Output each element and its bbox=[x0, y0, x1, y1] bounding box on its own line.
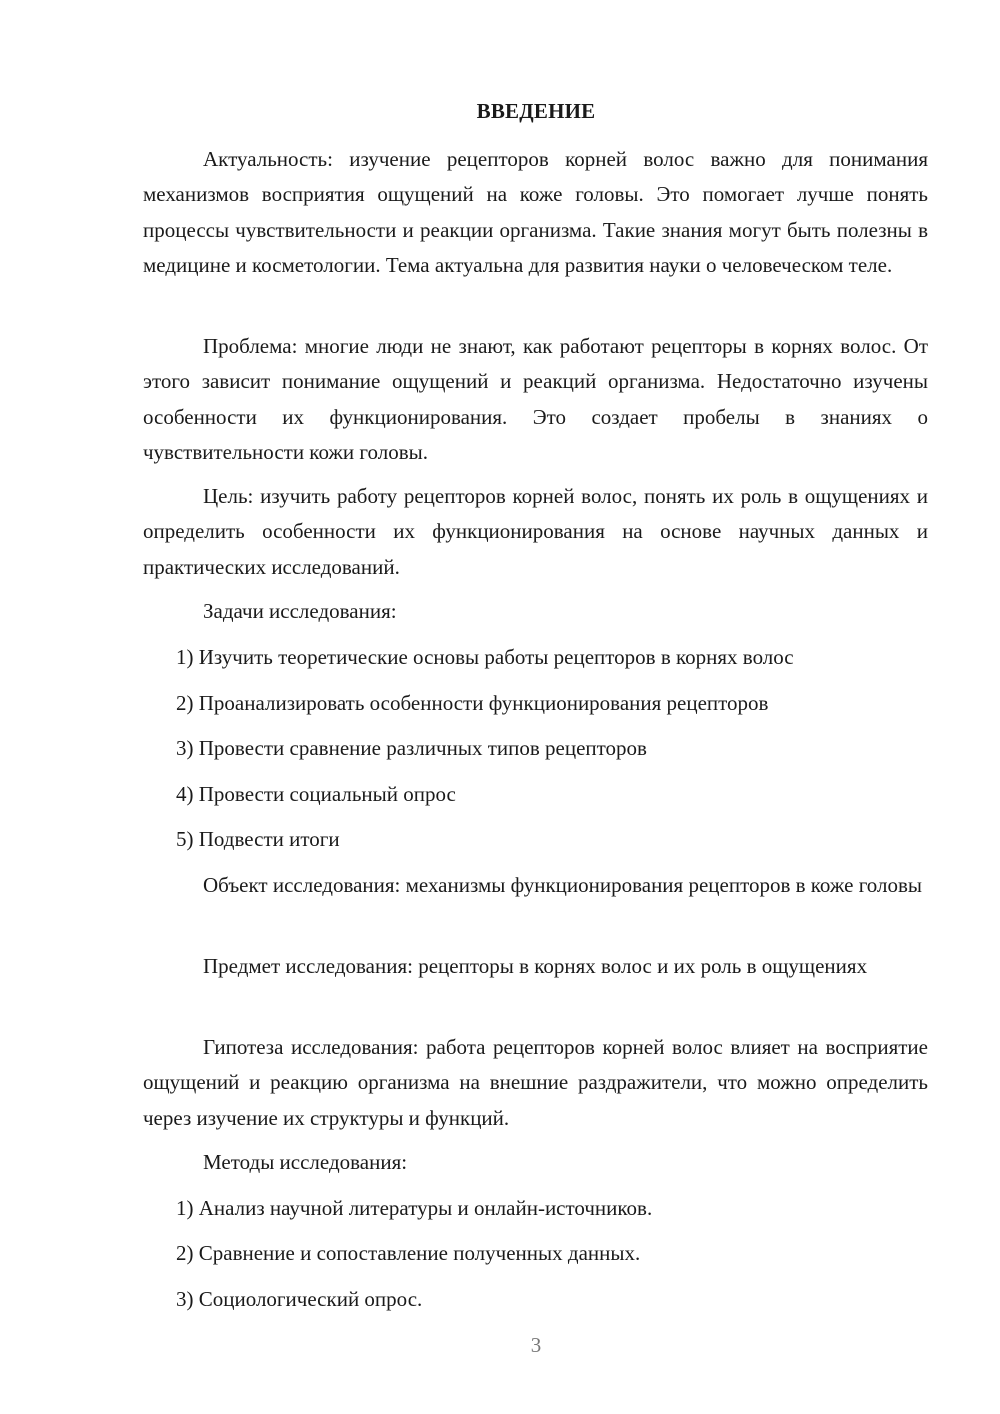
method-item: 3) Социологический опрос. bbox=[176, 1287, 423, 1311]
subject-paragraph: Предмет исследования: рецепторы в корнях волос и их роль в ощущениях bbox=[203, 954, 868, 978]
tasks-heading: Задачи исследования: bbox=[203, 599, 397, 623]
method-item: 2) Сравнение и сопоставление полученных данных. bbox=[176, 1241, 641, 1265]
object-paragraph: Объект исследования: механизмы функционирования рецепторов в коже головы bbox=[203, 873, 923, 897]
problem-paragraph: Проблема: многие люди не знают, как работают рецепторы в корнях волос. От этого зависит понимание ощущений и реакций организма. Недостаточно изучены особенности их функционирования. Это создает пробелы в знаниях о чувствительности кожи головы. bbox=[143, 334, 928, 465]
task-item: 4) Провести социальный опрос bbox=[176, 782, 456, 806]
methods-heading: Методы исследования: bbox=[203, 1150, 408, 1174]
task-item: 3) Провести сравнение различных типов рецепторов bbox=[176, 736, 647, 760]
section-title: ВВЕДЕНИЕ bbox=[476, 99, 596, 123]
hypothesis-paragraph: Гипотеза исследования: работа рецепторов корней волос влияет на восприятие ощущений и реакцию организма на внешние раздражители, что можно определить через изучение их структуры и функций. bbox=[143, 1035, 928, 1130]
task-item: 5) Подвести итоги bbox=[176, 827, 340, 851]
goal-paragraph: Цель: изучить работу рецепторов корней волос, понять их роль в ощущениях и определить особенности их функционирования на основе научных данных и практических исследований. bbox=[143, 484, 928, 579]
method-item: 1) Анализ научной литературы и онлайн-источников. bbox=[176, 1196, 653, 1220]
task-item: 2) Проанализировать особенности функционирования рецепторов bbox=[176, 691, 769, 715]
relevance-paragraph: Актуальность: изучение рецепторов корней волос важно для понимания механизмов восприятия ощущений на коже головы. Это помогает лучше понять процессы чувствительности и реакции организма. Такие знания могут быть полезны в медицине и косметологии. Тема актуальна для развития науки о человеческом теле. bbox=[143, 147, 928, 278]
page-number: 3 bbox=[530, 1333, 542, 1357]
task-item: 1) Изучить теоретические основы работы рецепторов в корнях волос bbox=[176, 645, 794, 669]
